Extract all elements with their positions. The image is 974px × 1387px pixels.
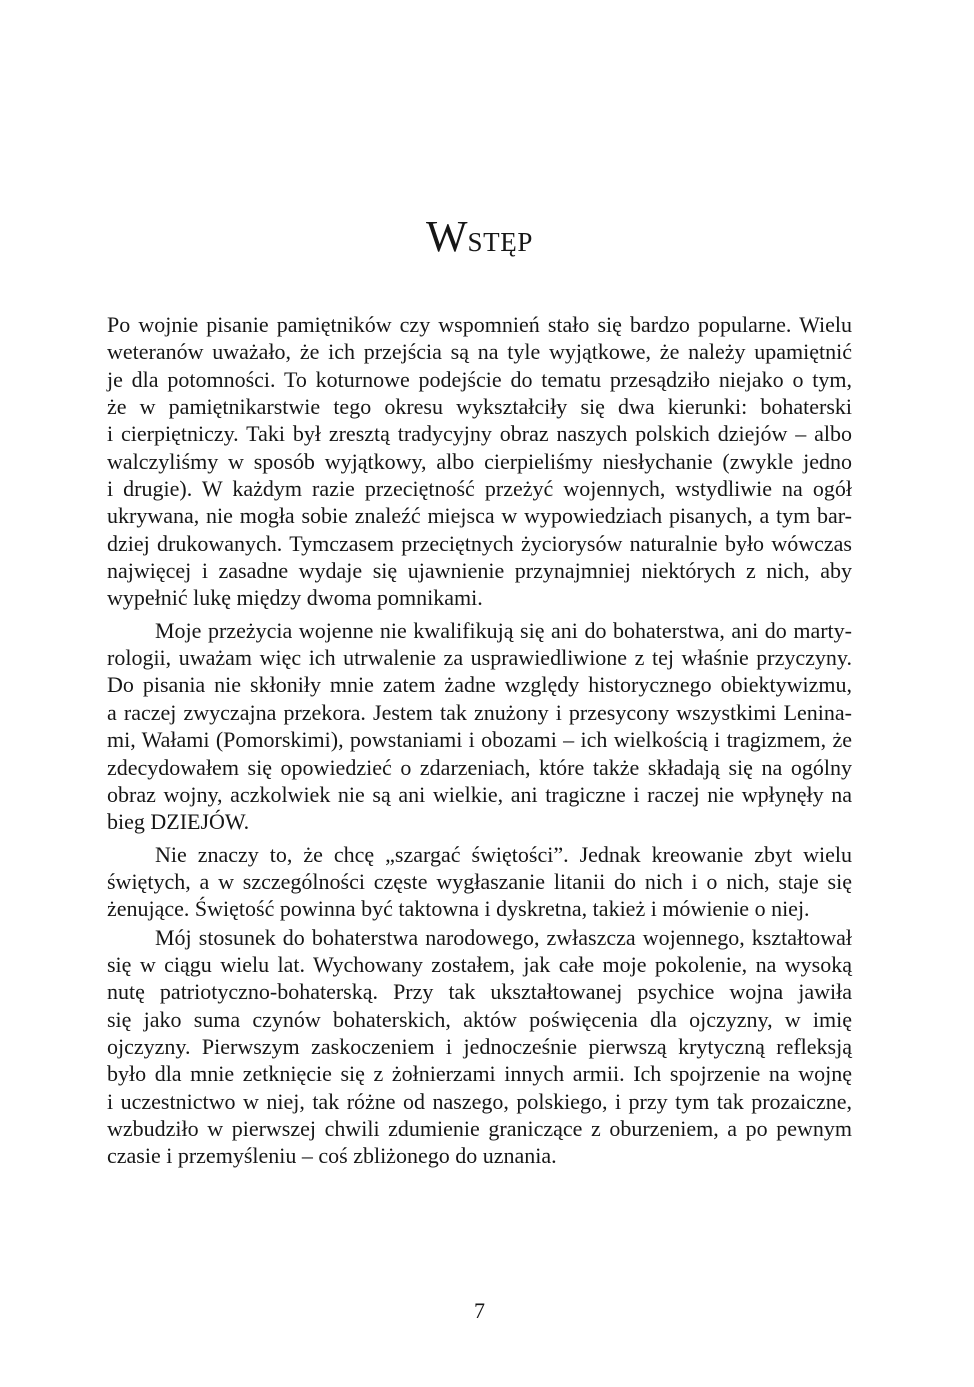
text-line: Po wojnie pisanie pamiętników czy wspomnień stało się bardzo popularne. Wielu <box>107 312 852 337</box>
text-line: nutę patriotyczno-bohaterską. Przy tak ukształtowanej psychice wojna jawiła <box>107 979 852 1005</box>
text-line: Mój stosunek do bohaterstwa narodowego, zwłaszcza wojennego, kształtował <box>155 924 852 950</box>
text-line: wypełnić lukę między dwoma pomnikami. <box>107 585 483 611</box>
text-line: Nie znaczy to, że chcę „szargać świętości”. Jednak kreowanie zbyt wielu <box>155 841 852 867</box>
text-line: obraz wojny, aczkolwiek nie są ani wielkie, ani tragiczne i raczej nie wpłynęły na <box>107 781 852 807</box>
paragraph <box>107 841 852 923</box>
paragraph <box>107 924 852 1170</box>
text-line: wzbudziło w pierwszej chwili zdumienie graniczące z oburzeniem, a po pewnym <box>107 1115 852 1141</box>
text-line: Moje przeżycia wojenne nie kwalifikują się ani do bohaterstwa, ani do marty- <box>155 617 852 643</box>
paragraph <box>107 311 852 612</box>
page-number: 7 <box>474 1298 485 1323</box>
text-line: a raczej zwyczajna przekora. Jestem tak znużony i przesycony wszystkimi Lenina- <box>107 699 852 725</box>
text-line: się jako suma czynów bohaterskich, aktów poświęcenia dla ojczyzny, w imię <box>107 1006 852 1032</box>
text-line: zdecydowałem się opowiedzieć o zdarzeniach, które także składają się na ogólny <box>107 754 852 780</box>
text-line: weteranów uważało, że ich przejścia są na tyle wyjątkowe, że należy upamiętnić <box>107 339 852 365</box>
text-line: ukrywana, nie mogła sobie znaleźć miejsca w wypowiedziach pisanych, a tym bar- <box>107 503 852 529</box>
text-line: czasie i przemyśleniu – coś zbliżonego do uznania. <box>107 1143 557 1169</box>
text-line: najwięcej i zasadne wydaje się ujawnienie przynajmniej niektórych z nich, aby <box>107 558 852 584</box>
text-line: je dla potomności. To koturnowe podejście do tematu przesądziło niejako o tym, <box>107 366 852 392</box>
text-line: ojczyzny. Pierwszym zaskoczeniem i jednocześnie pierwszą krytyczną refleksją <box>107 1033 852 1059</box>
text-line: żenujące. Świętość powinna być taktowna i dyskretna, takież i mówienie o niej. <box>107 896 810 922</box>
text-line: walczyliśmy w sposób wyjątkowy, albo cierpieliśmy niesłychanie (zwykle jedno <box>107 448 852 474</box>
text-line: dziej drukowanych. Tymczasem przeciętnych życiorysów naturalnie było wówczas <box>107 530 852 556</box>
text-line: bieg DZIEJÓW. <box>107 809 250 835</box>
body-text <box>107 311 852 1170</box>
text-line: było dla mnie zetknięcie się z żołnierzami innych armii. Ich spojrzenie na wojnę <box>107 1061 852 1087</box>
chapter-title: WSTĘP <box>426 212 533 261</box>
text-line: i uczestnictwo w niej, tak różne od naszego, polskiego, i przy tym tak prozaiczne, <box>107 1088 852 1114</box>
text-line: i drugie). W każdym razie przeciętność przeżyć wojennych, wstydliwie na ogół <box>107 476 852 502</box>
text-line: Do pisania nie skłoniły mnie zatem żadne względy historycznego obiektywizmu, <box>107 672 852 698</box>
text-line: się w ciągu wielu lat. Wychowany zostałem, jak całe moje pokolenie, na wysoką <box>107 951 852 977</box>
paragraph <box>107 617 852 836</box>
text-line: że w pamiętnikarstwie tego okresu wykształciły się dwa kierunki: bohaterski <box>107 394 852 420</box>
text-line: świętych, a w szczególności częste wygłaszanie litanii do nich i o nich, staje się <box>107 868 852 894</box>
text-line: rologii, uważam więc ich utrwalenie za usprawiedliwione z tej właśnie przyczyny. <box>107 645 852 671</box>
text-line: i cierpiętniczy. Taki był zresztą tradycyjny obraz naszych polskich dziejów – albo <box>107 421 852 447</box>
text-line: mi, Wałami (Pomorskimi), powstaniami i obozami – ich wielkością i tragizmem, że <box>107 727 852 753</box>
